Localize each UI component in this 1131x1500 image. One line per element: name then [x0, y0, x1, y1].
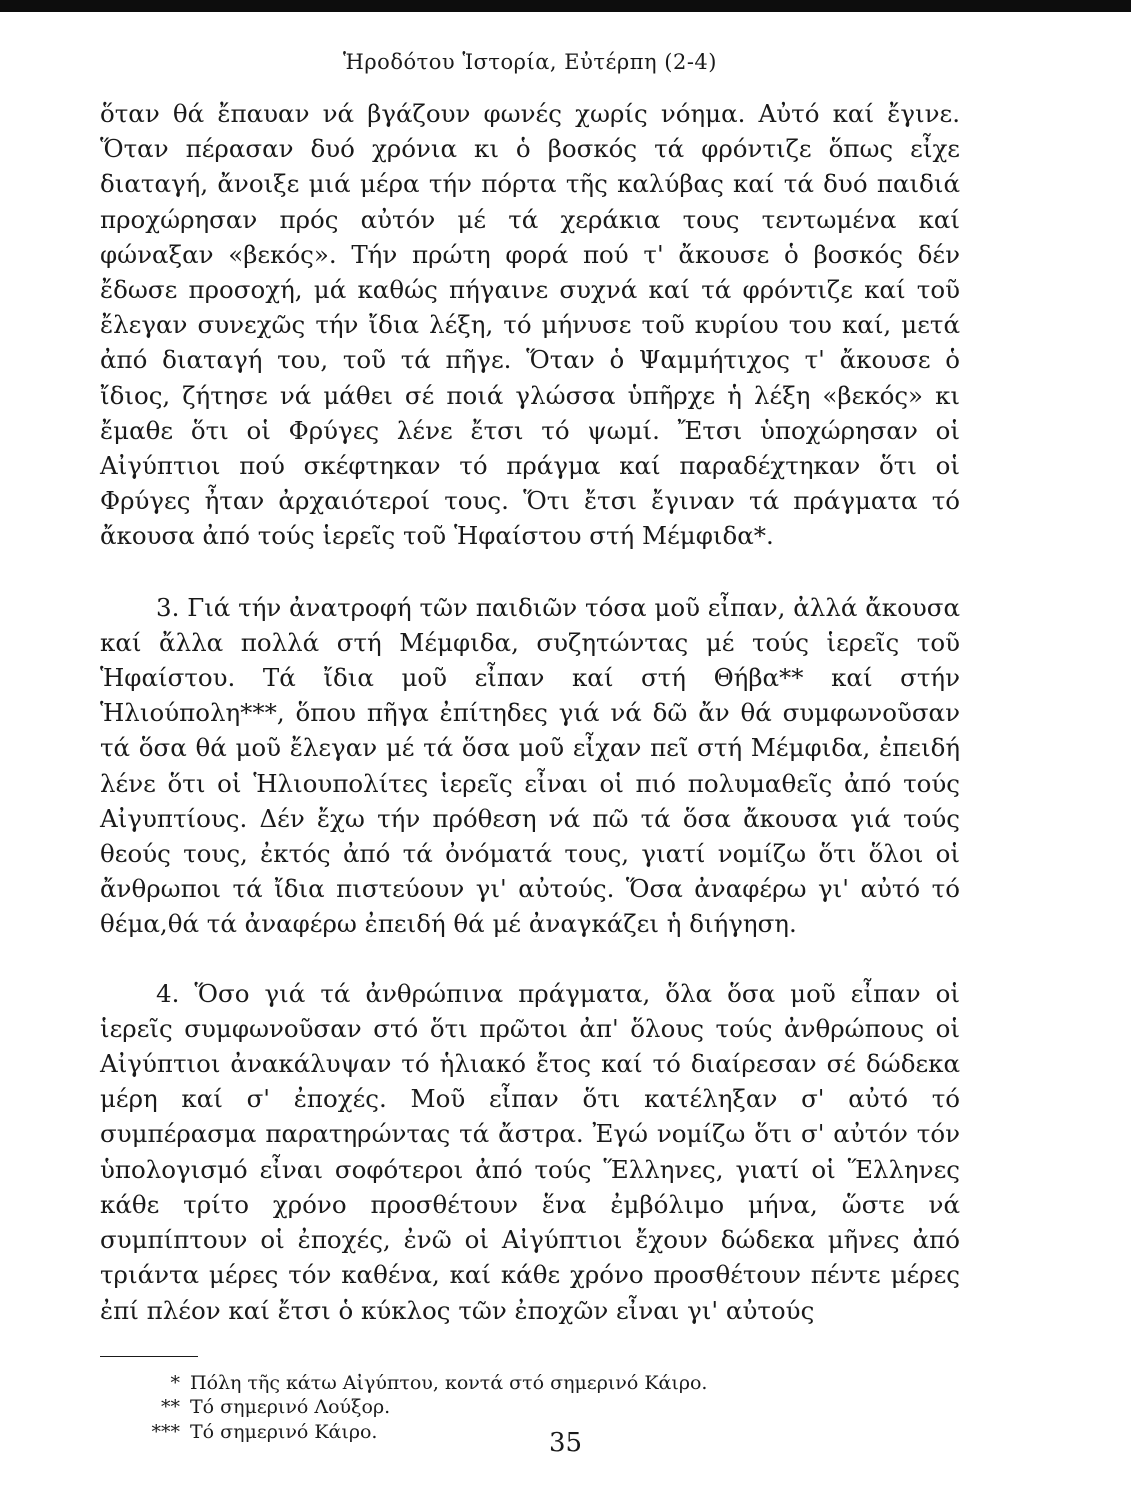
scan-top-edge — [0, 0, 1131, 12]
paragraph-section-3: 3. Γιά τήν ἀνατροφή τῶν παιδιῶν τόσα μοῦ εἶπαν, ἀλλά ἄκουσα καί ἄλλα πολλά στή Μέμφιδα, συζητώντας μέ τούς ἱερεῖς τοῦ Ἡφαίστου. Τά ἴδια μοῦ εἶπαν καί στή Θήβα** καί στήν Ἡλιούπολη***, ὅπου πῆγα ἐπίτηδες γιά νά δῶ ἄν θά συμφωνοῦσαν τά ὅσα θά μοῦ ἔλεγαν μέ τά ὅσα μοῦ εἶχαν πεῖ στή Μέμφιδα, ἐπειδή λένε ὅτι οἱ Ἡλιουπολίτες ἱερεῖς εἶναι οἱ πιό πολυμαθεῖς ἀπό τούς Αἰγυπτίους. Δέν ἔχω τήν πρόθεση νά πῶ τά ὅσα ἄκουσα γιά τούς θεούς τους, ἐκτός ἀπό τά ὀνόματά τους, γιατί νομίζω ὅτι ὅλοι οἱ ἄνθρωποι τά ἴδια πιστεύουν γι' αὐτούς. Ὅσα ἀναφέρω γι' αὐτό τό θέμα,θά τά ἀναφέρω ἐπειδή θά μέ ἀναγκάζει ἡ διήγηση. — [100, 592, 960, 939]
footnote-rule — [100, 1356, 198, 1357]
footnote-text: Τό σημερινό Λούξορ. — [190, 1396, 391, 1419]
footnote-mark: *** — [151, 1420, 180, 1443]
footnote — [100, 1371, 960, 1396]
footnote — [100, 1395, 960, 1420]
page-number: 35 — [548, 1428, 583, 1458]
paragraph-continuation: ὅταν θά ἔπαυαν νά βγάζουν φωνές χωρίς νόημα. Αὐτό καί ἔγινε. Ὅταν πέρασαν δυό χρόνια κι ὁ βοσκός τά φρόντιζε ὅπως εἶχε διαταγή, ἄνοιξε μιά μέρα τήν πόρτα τῆς καλύβας καί τά δυό παιδιά προχώρησαν πρός αὐτόν μέ τά χεράκια τους τεντωμένα καί φώναξαν «βεκός». Τήν πρώτη φορά πού τ' ἄκουσε ὁ βοσκός δέν ἔδωσε προσοχή, μά καθώς πήγαινε συχνά καί τά φρόντιζε καί τοῦ ἔλεγαν συνεχῶς τήν ἴδια λέξη, τό μήνυσε τοῦ κυρίου του καί, μετά ἀπό διαταγή του, τοῦ τά πῆγε. Ὅταν ὁ Ψαμμήτιχος τ' ἄκουσε ὁ ἴδιος, ζήτησε νά μάθει σέ ποιά γλώσσα ὑπῆρχε ἡ λέξη «βεκός» κι ἔμαθε ὅτι οἱ Φρύγες λένε ἔτσι τό ψωμί. Ἔτσι ὑποχώρησαν οἱ Αἰγύπτιοι πού σκέφτηκαν τό πράγμα καί παραδέχτηκαν ὅτι οἱ Φρύγες ἦταν ἀρχαιότεροί τους. Ὅτι ἔτσι ἔγιναν τά πράγματα τό ἄκουσα ἀπό τούς ἱερεῖς τοῦ Ἡφαίστου στή Μέμφιδα*. — [100, 99, 960, 551]
book-page — [100, 40, 960, 1444]
footnote-mark: * — [170, 1371, 180, 1394]
paragraph-section-4: 4. Ὅσο γιά τά ἀνθρώπινα πράγματα, ὅλα ὅσα μοῦ εἶπαν οἱ ἱερεῖς συμφωνοῦσαν στό ὅτι πρῶτοι ἀπ' ὅλους τούς ἀνθρώπους οἱ Αἰγύπτιοι ἀνακάλυψαν τό ἡλιακό ἔτος καί τό διαίρεσαν σέ δώδεκα μέρη καί σ' ἐποχές. Μοῦ εἶπαν ὅτι κατέληξαν σ' αὐτό τό συμπέρασμα παρατηρώντας τά ἄστρα. Ἐγώ νομίζω ὅτι σ' αὐτόν τόν ὑπολογισμό εἶναι σοφότεροι ἀπό τούς Ἕλληνες, γιατί οἱ Ἕλληνες κάθε τρίτο χρόνο προσθέτουν ἕνα ἐμβόλιμο μήνα, ὥστε νά συμπίπτουν οἱ ἐποχές, ἐνῶ οἱ Αἰγύπτιοι ἔχουν δώδεκα μῆνες ἀπό τριάντα μέρες τόν καθένα, καί κάθε χρόνο προσθέτουν πέντε μέρες ἐπί πλέον καί ἔτσι ὁ κύκλος τῶν ἐποχῶν εἶναι γι' αὐτούς — [100, 978, 960, 1325]
footnote-mark: ** — [161, 1396, 180, 1419]
footnote-text: Πόλη τῆς κάτω Αἰγύπτου, κοντά στό σημερινό Κάιρο. — [190, 1371, 708, 1394]
running-title: Ἡροδότου Ἱστορία, Εὐτέρπη (2-4) — [343, 50, 717, 74]
footnote-text: Τό σημερινό Κάιρο. — [190, 1420, 378, 1443]
